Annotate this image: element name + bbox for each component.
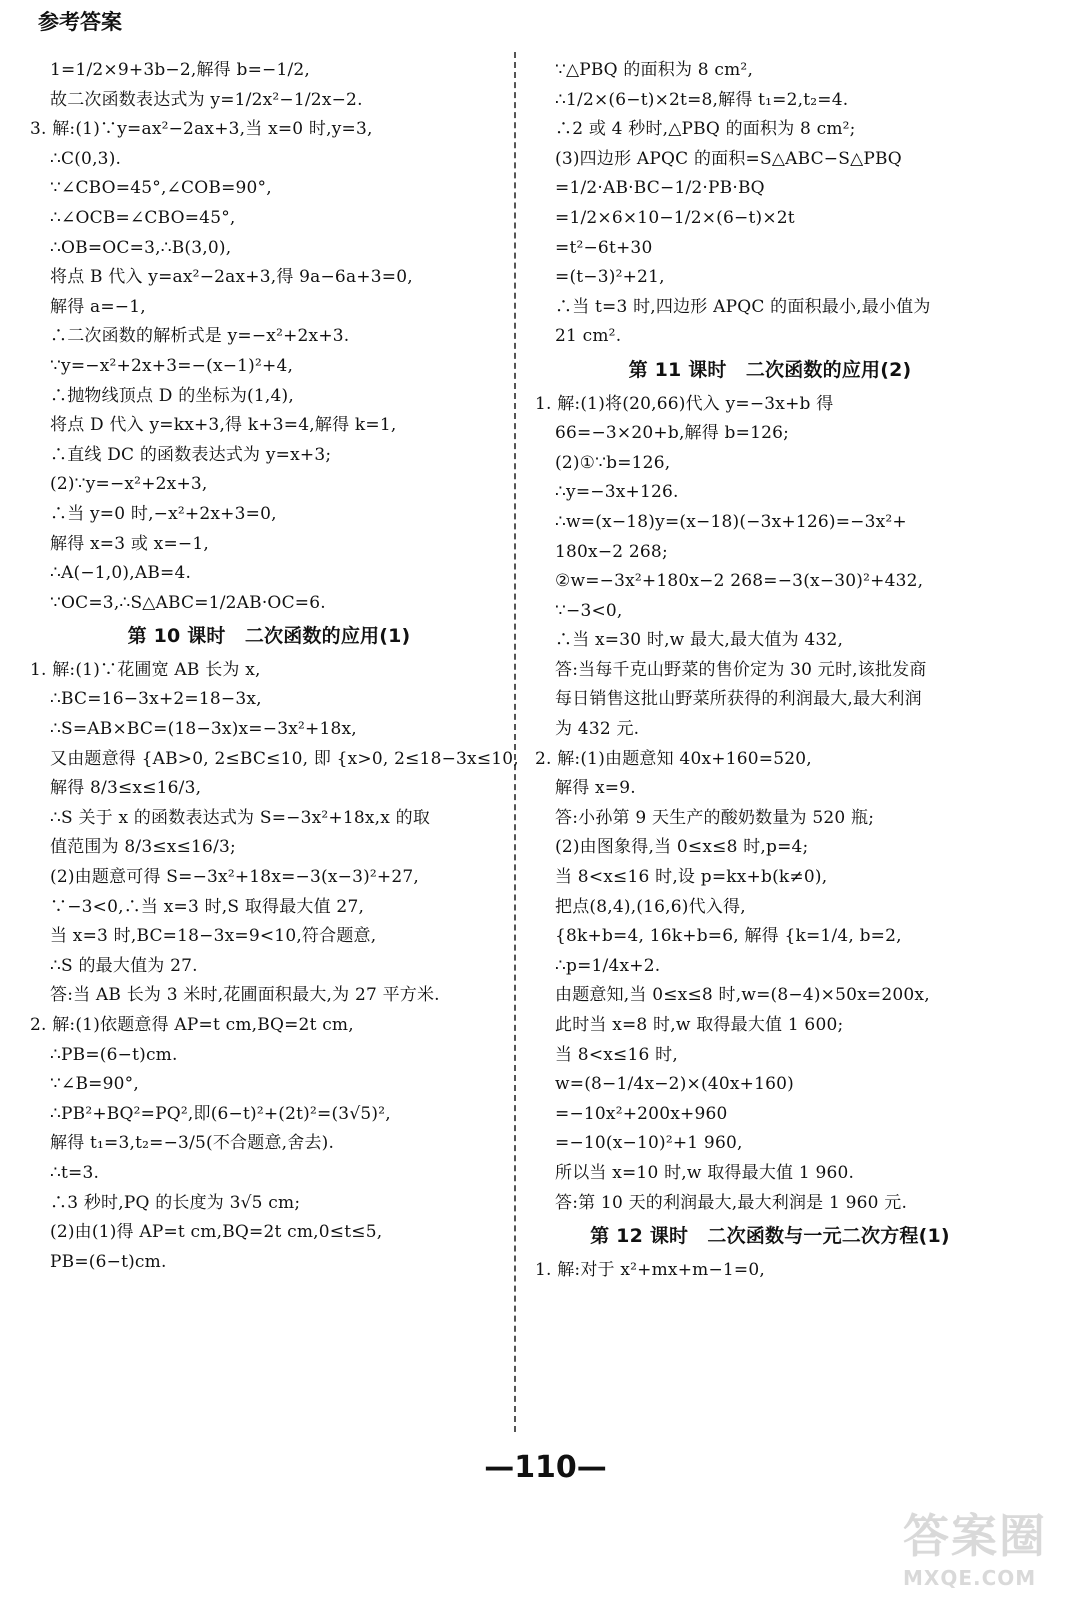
text-line: 2. 解:(1)由题意知 40x+160=520, (535, 748, 812, 769)
section-heading: 第 11 课时 二次函数的应用(2) (628, 358, 912, 381)
text-line: 此时当 x=8 时,w 取得最大值 1 600; (555, 1015, 844, 1035)
text-line: 解得 a=−1, (50, 296, 146, 317)
section-heading: 第 10 课时 二次函数的应用(1) (127, 625, 411, 648)
text-line: 1. 解:对于 x²+mx+m−1=0, (535, 1259, 765, 1280)
text-line: 答:当 AB 长为 3 米时,花圃面积最大,为 27 平方米. (50, 985, 440, 1006)
right-column (535, 56, 1005, 1285)
text-line: {8k+b=4, 16k+b=6, 解得 {k=1/4, b=2, (555, 926, 902, 947)
text-line: ∴当 t=3 时,四边形 APQC 的面积最小,最小值为 (555, 296, 931, 317)
text-line: (3)四边形 APQC 的面积=S△ABC−S△PBQ (555, 148, 902, 169)
text-line: 将点 B 代入 y=ax²−2ax+3,得 9a−6a+3=0, (50, 267, 413, 288)
text-line: 66=−3×20+b,解得 b=126; (555, 423, 790, 444)
text-line: 解得 t₁=3,t₂=−3/5(不合题意,舍去). (50, 1133, 335, 1154)
text-line: ∴BC=16−3x+2=18−3x, (50, 689, 262, 710)
text-line: ∴直线 DC 的函数表达式为 y=x+3; (50, 444, 332, 465)
text-line: =t²−6t+30 (555, 237, 653, 258)
text-line: ∴∠OCB=∠CBO=45°, (50, 207, 236, 228)
text-line: ∴t=3. (50, 1162, 100, 1183)
text-line: 当 x=3 时,BC=18−3x=9<10,符合题意, (50, 926, 377, 947)
text-line: 1=1/2×9+3b−2,解得 b=−1/2, (50, 60, 311, 80)
text-line: 每日销售这批山野菜所获得的利润最大,最大利润 (555, 689, 922, 710)
text-line: w=(8−1/4x−2)×(40x+160) (555, 1074, 794, 1095)
text-line: ∴p=1/4x+2. (555, 955, 661, 976)
text-line: 答:小孙第 9 天生产的酸奶数量为 520 瓶; (555, 807, 875, 828)
left-column (30, 56, 519, 1277)
text-line: ∴A(−1,0),AB=4. (50, 563, 192, 584)
text-line: ∴w=(x−18)y=(x−18)(−3x+126)=−3x²+ (555, 511, 907, 532)
text-line: 1. 解:(1)∵花圃宽 AB 长为 x, (30, 659, 261, 680)
text-line: ∴当 y=0 时,−x²+2x+3=0, (50, 503, 277, 524)
text-line: ∵△PBQ 的面积为 8 cm², (555, 60, 754, 80)
text-line: 值范围为 8/3≤x≤16/3; (50, 837, 236, 858)
text-line: 180x−2 268; (555, 541, 668, 562)
text-line: ∵−3<0,∴当 x=3 时,S 取得最大值 27, (50, 896, 365, 917)
watermark-logo (903, 1500, 1063, 1590)
text-line: (2)由(1)得 AP=t cm,BQ=2t cm,0≤t≤5, (50, 1222, 383, 1243)
text-line: ∴PB²+BQ²=PQ²,即(6−t)²+(2t)²=(3√5)², (50, 1103, 391, 1124)
section-heading: 第 12 课时 二次函数与一元二次方程(1) (590, 1225, 950, 1248)
text-line: 当 8<x≤16 时, (555, 1044, 678, 1065)
text-line: 2. 解:(1)依题意得 AP=t cm,BQ=2t cm, (30, 1015, 354, 1035)
text-line: 又由题意得 {AB>0, 2≤BC≤10, 即 {x>0, 2≤18−3x≤10, (50, 748, 519, 769)
text-line: ∴OB=OC=3,∴B(3,0), (50, 237, 232, 258)
text-line: ∴3 秒时,PQ 的长度为 3√5 cm; (50, 1192, 301, 1213)
text-line: ∵∠B=90°, (50, 1074, 139, 1095)
text-line: 所以当 x=10 时,w 取得最大值 1 960. (555, 1162, 855, 1183)
text-line: =1/2·AB·BC−1/2·PB·BQ (555, 178, 765, 199)
text-line: ∴抛物线顶点 D 的坐标为(1,4), (50, 385, 294, 406)
text-line: ∴S=AB×BC=(18−3x)x=−3x²+18x, (50, 719, 357, 740)
watermark-url: MXQE.COM (903, 1566, 1037, 1590)
text-line: ∴1/2×(6−t)×2t=8,解得 t₁=2,t₂=4. (555, 89, 849, 110)
text-line: ∴当 x=30 时,w 最大,最大值为 432, (555, 630, 844, 651)
text-line: 解得 x=9. (555, 778, 636, 799)
watermark-text: 答案圈 (903, 1509, 1047, 1563)
text-line: 将点 D 代入 y=kx+3,得 k+3=4,解得 k=1, (50, 415, 397, 436)
text-line: ∴PB=(6−t)cm. (50, 1044, 178, 1065)
text-line: ∴2 或 4 秒时,△PBQ 的面积为 8 cm²; (555, 119, 856, 140)
text-line: 解得 8/3≤x≤16/3, (50, 778, 202, 799)
text-line: (2)由图象得,当 0≤x≤8 时,p=4; (555, 837, 809, 858)
text-line: 1. 解:(1)将(20,66)代入 y=−3x+b 得 (535, 393, 834, 414)
text-line: 由题意知,当 0≤x≤8 时,w=(8−4)×50x=200x, (555, 985, 930, 1006)
text-line: ∵y=−x²+2x+3=−(x−1)²+4, (50, 355, 294, 376)
text-line: 3. 解:(1)∵y=ax²−2ax+3,当 x=0 时,y=3, (30, 119, 373, 140)
text-line: ∵−3<0, (555, 600, 623, 621)
text-line: =(t−3)²+21, (555, 267, 665, 288)
text-line: =−10x²+200x+960 (555, 1103, 728, 1124)
text-line: PB=(6−t)cm. (50, 1251, 167, 1272)
text-line: 答:第 10 天的利润最大,最大利润是 1 960 元. (555, 1192, 908, 1213)
text-line: (2)①∵b=126, (555, 452, 671, 473)
page-header: 参考答案 (38, 10, 122, 34)
text-line: 当 8<x≤16 时,设 p=kx+b(k≠0), (555, 867, 828, 888)
text-line: ∴S 的最大值为 27. (50, 955, 198, 976)
text-line: ∵∠CBO=45°,∠COB=90°, (50, 178, 272, 199)
text-line: 解得 x=3 或 x=−1, (50, 533, 209, 554)
text-line: ∴二次函数的解析式是 y=−x²+2x+3. (50, 326, 350, 347)
text-line: 答:当每千克山野菜的售价定为 30 元时,该批发商 (555, 659, 927, 680)
column-divider (514, 52, 516, 1432)
text-line: 为 432 元. (555, 719, 640, 740)
text-line: ②w=−3x²+180x−2 268=−3(x−30)²+432, (555, 571, 924, 592)
text-line: =1/2×6×10−1/2×(6−t)×2t (555, 207, 795, 228)
text-line: 21 cm². (555, 326, 622, 347)
text-line: 把点(8,4),(16,6)代入得, (555, 896, 746, 917)
text-line: (2)∵y=−x²+2x+3, (50, 474, 208, 495)
text-line: ∴C(0,3). (50, 148, 122, 169)
text-line: 故二次函数表达式为 y=1/2x²−1/2x−2. (50, 89, 363, 110)
text-line: ∵OC=3,∴S△ABC=1/2AB·OC=6. (50, 592, 326, 613)
text-line: =−10(x−10)²+1 960, (555, 1133, 743, 1154)
page-number: —110— (484, 1450, 607, 1485)
text-line: ∴S 关于 x 的函数表达式为 S=−3x²+18x,x 的取 (50, 807, 431, 828)
text-line: ∴y=−3x+126. (555, 482, 679, 503)
text-line: (2)由题意可得 S=−3x²+18x=−3(x−3)²+27, (50, 867, 420, 888)
